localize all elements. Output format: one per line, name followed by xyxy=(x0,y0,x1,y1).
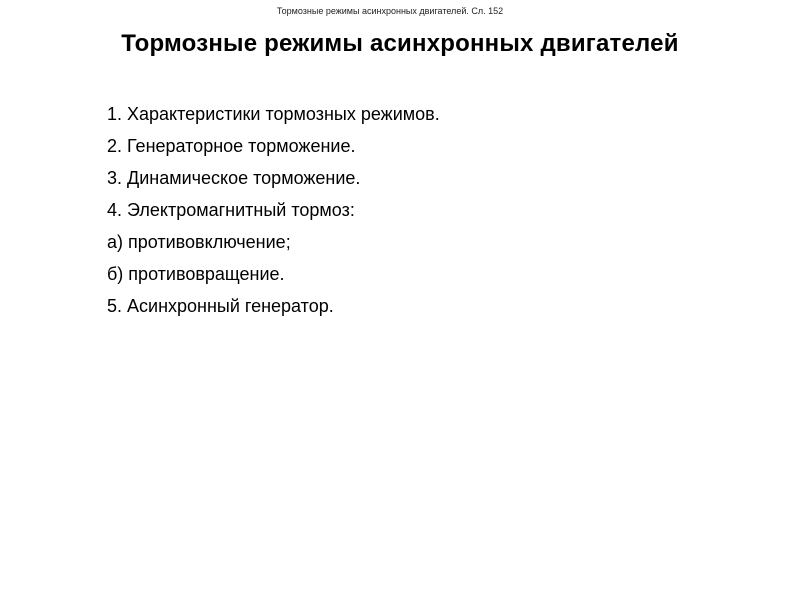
slide-header-caption: Тормозные режимы асинхронных двигателей. Сл. 152 xyxy=(276,6,504,16)
agenda-item: 5. Асинхронный генератор. xyxy=(107,296,334,316)
agenda-list xyxy=(107,98,440,322)
slide-title: Тормозные режимы асинхронных двигателей xyxy=(121,30,679,57)
agenda-item: 4. Электромагнитный тормоз: xyxy=(107,200,355,220)
agenda-item: 2. Генераторное торможение. xyxy=(107,136,356,156)
agenda-item: 1. Характеристики тормозных режимов. xyxy=(107,104,440,124)
agenda-item: а) противовключение; xyxy=(107,232,291,252)
agenda-item: б) противовращение. xyxy=(107,264,285,284)
agenda-item: 3. Динамическое торможение. xyxy=(107,168,361,188)
